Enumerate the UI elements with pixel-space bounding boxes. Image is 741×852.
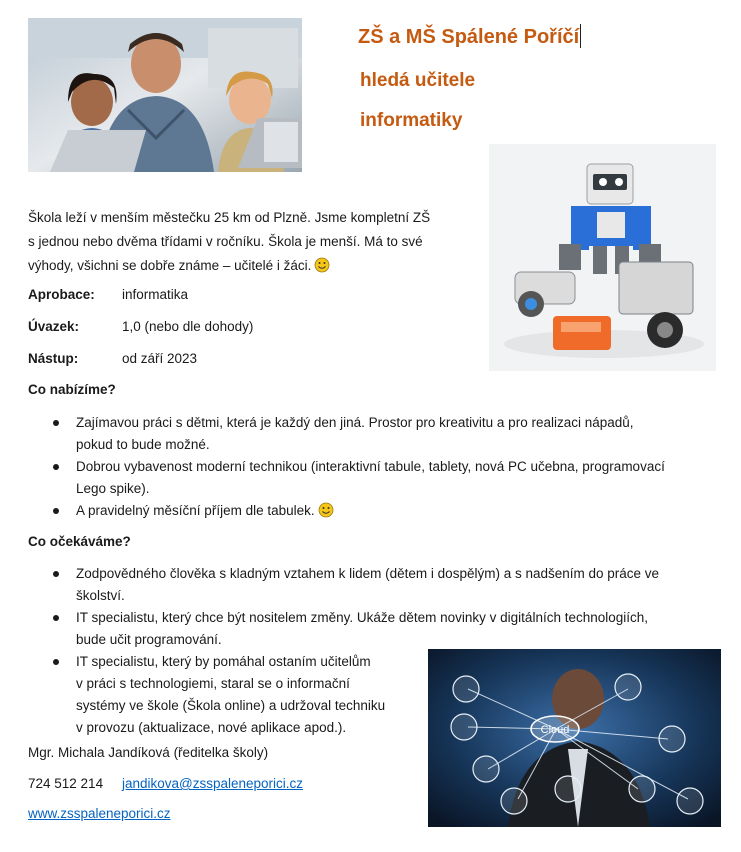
intro-paragraph — [28, 206, 468, 278]
contact-name: Mgr. Michala Jandíková (ředitelka školy) — [28, 745, 269, 760]
page-subtitle-line2: informatiky — [360, 110, 463, 131]
robot-photo — [489, 144, 716, 371]
list-item: A pravidelný měsíční příjem dle tabulek. — [28, 500, 728, 522]
smiley-icon — [318, 502, 334, 518]
contact-phone: 724 512 214 — [28, 776, 104, 791]
smiley-icon — [314, 257, 330, 273]
expect-heading: Co očekáváme? — [28, 534, 131, 549]
cloud-photo — [428, 649, 721, 827]
intro-line: výhody, všichni se dobře známe – učitelé i žáci. — [28, 254, 468, 278]
detail-label: Úvazek: — [28, 319, 80, 334]
page-title: ZŠ a MŠ Spálené Poříčí — [358, 26, 580, 48]
detail-value: informatika — [122, 287, 189, 302]
list-item: IT specialistu, který chce být nositelem změny. Ukáže dětem novinky v digitálních technologiích, bude učit programování. — [28, 607, 728, 651]
offer-list — [28, 412, 728, 522]
detail-label: Nástup: — [28, 351, 79, 366]
list-item: Dobrou vybavenost moderní technikou (interaktivní tabule, tablety, nová PC učebna, programovací Lego spike). — [28, 456, 728, 500]
text-cursor — [580, 24, 581, 48]
list-item: IT specialistu, který by pomáhal ostaním učitelům v práci s technologiemi, staral se o informační systémy ve škole (Škola online) a udržoval techniku v provozu (aktualizace, nové aplikace apod.). — [28, 651, 728, 739]
detail-value: 1,0 (nebo dle dohody) — [122, 319, 254, 334]
page-subtitle-line1: hledá učitele — [360, 70, 476, 91]
list-item: Zajímavou práci s dětmi, která je každý den jiná. Prostor pro kreativitu a pro realizaci nápadů, pokud to bude možné. — [28, 412, 728, 456]
detail-value: od září 2023 — [122, 351, 198, 366]
classroom-photo — [28, 18, 302, 172]
list-item: Zodpovědného člověka s kladným vztahem k lidem (dětem i dospělým) a s nadšením do práce ve školství. — [28, 563, 728, 607]
offer-heading: Co nabízíme? — [28, 382, 116, 397]
cloud-label: Cloud — [540, 724, 570, 736]
intro-line: s jednou nebo dvěma třídami v ročníku. Škola je menší. Má to své — [28, 234, 423, 249]
website-link[interactable]: www.zsspaleneporici.cz — [28, 806, 171, 821]
contact-email-link[interactable]: jandikova@zsspaleneporici.cz — [122, 776, 304, 791]
detail-label: Aprobace: — [28, 287, 95, 302]
intro-line: Škola leží v menším městečku 25 km od Plzně. Jsme kompletní ZŠ — [28, 210, 431, 225]
